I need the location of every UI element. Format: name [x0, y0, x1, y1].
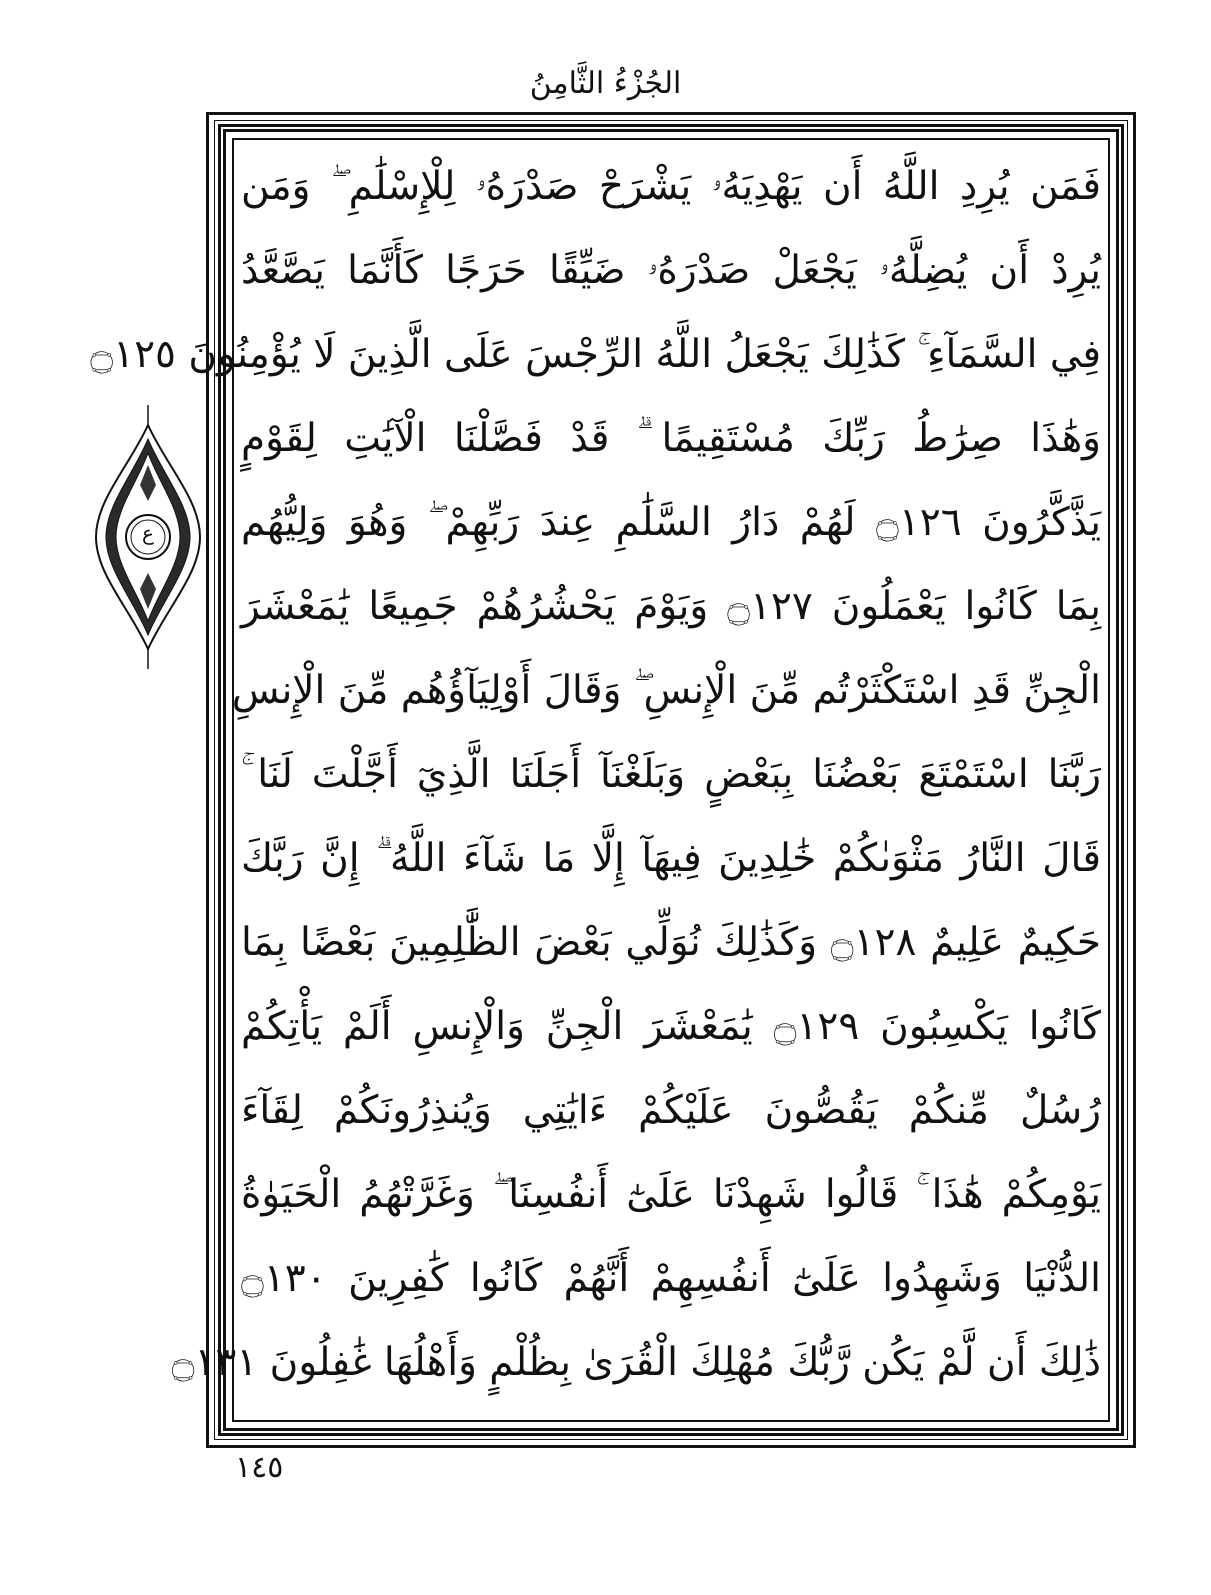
text-line-2: يُرِدْ أَن يُضِلَّهُۥ يَجْعَلْ صَدْرَهُۥ ضَيِّقًا حَرَجًا كَأَنَّمَا يَصَّعَّدُ — [241, 248, 1101, 293]
text-line-15: ذَٰلِكَ أَن لَّمْ يَكُن رَّبُّكَ مُهْلِكَ الْقُرَىٰ بِظُلْمٍ وَأَهْلُهَا غَٰفِلُونَ ۝١٣١ — [171, 1340, 1101, 1385]
ornament-label: ع — [142, 521, 154, 545]
text-line-10: حَكِيمٌ عَلِيمٌ ۝١٢٨ وَكَذَٰلِكَ نُوَلِّي بَعْضَ الظَّٰلِمِينَ بَعْضًا بِمَا — [241, 920, 1101, 965]
text-line-3: فِي السَّمَآءِ ۚ كَذَٰلِكَ يَجْعَلُ اللَّهُ الرِّجْسَ عَلَى الَّذِينَ لَا يُؤْمِنُونَ ۝١٢٥ — [90, 332, 1101, 377]
juz-header: الجُزْءُ الثَّامِنُ — [529, 66, 682, 101]
page-number: ١٤٥ — [235, 1450, 284, 1485]
text-line-8: رَبَّنَا اسْتَمْتَعَ بَعْضُنَا بِبَعْضٍ وَبَلَغْنَآ أَجَلَنَا الَّذِيٓ أَجَّلْتَ لَنَا ۚ — [241, 752, 1101, 797]
text-line-6: بِمَا كَانُوا يَعْمَلُونَ ۝١٢٧ وَيَوْمَ يَحْشُرُهُمْ جَمِيعًا يَٰمَعْشَرَ — [241, 584, 1102, 629]
text-line-7: الْجِنِّ قَدِ اسْتَكْثَرْتُم مِّنَ الْإِنسِ ۖ وَقَالَ أَوْلِيَآؤُهُم مِّنَ الْإِنسِ — [231, 668, 1101, 713]
text-line-13: يَوْمِكُمْ هَٰذَا ۚ قَالُوا شَهِدْنَا عَلَىٰٓ أَنفُسِنَا ۖ وَغَرَّتْهُمُ الْحَيَوٰةُ — [241, 1172, 1101, 1217]
quran-text-block — [90, 149, 1102, 1411]
text-line-1: فَمَن يُرِدِ اللَّهُ أَن يَهْدِيَهُۥ يَشْرَحْ صَدْرَهُۥ لِلْإِسْلَٰمِ ۖ وَمَن — [241, 164, 1101, 209]
text-line-11: كَانُوا يَكْسِبُونَ ۝١٢٩ يَٰمَعْشَرَ الْجِنِّ وَالْإِنسِ أَلَمْ يَأْتِكُمْ — [241, 1004, 1101, 1049]
text-line-4: وَهَٰذَا صِرَٰطُ رَبِّكَ مُسْتَقِيمًا ۗ قَدْ فَصَّلْنَا الْآيَٰتِ لِقَوْمٍ — [241, 416, 1101, 461]
text-line-9: قَالَ النَّارُ مَثْوَىٰكُمْ خَٰلِدِينَ فِيهَآ إِلَّا مَا شَآءَ اللَّهُ ۗ إِنَّ رَبَّكَ — [241, 836, 1101, 881]
text-line-14: الدُّنْيَا وَشَهِدُوا عَلَىٰٓ أَنفُسِهِمْ أَنَّهُمْ كَانُوا كَٰفِرِينَ ۝١٣٠ — [241, 1256, 1101, 1301]
page-frame — [90, 112, 1136, 1448]
text-line-12: رُسُلٌ مِّنكُمْ يَقُصُّونَ عَلَيْكُمْ ءَايَٰتِي وَيُنذِرُونَكُمْ لِقَآءَ — [241, 1088, 1101, 1133]
text-line-5: يَذَّكَّرُونَ ۝١٢٦ لَهُمْ دَارُ السَّلَٰمِ عِندَ رَبِّهِمْ ۖ وَهُوَ وَلِيُّهُم — [241, 500, 1101, 545]
